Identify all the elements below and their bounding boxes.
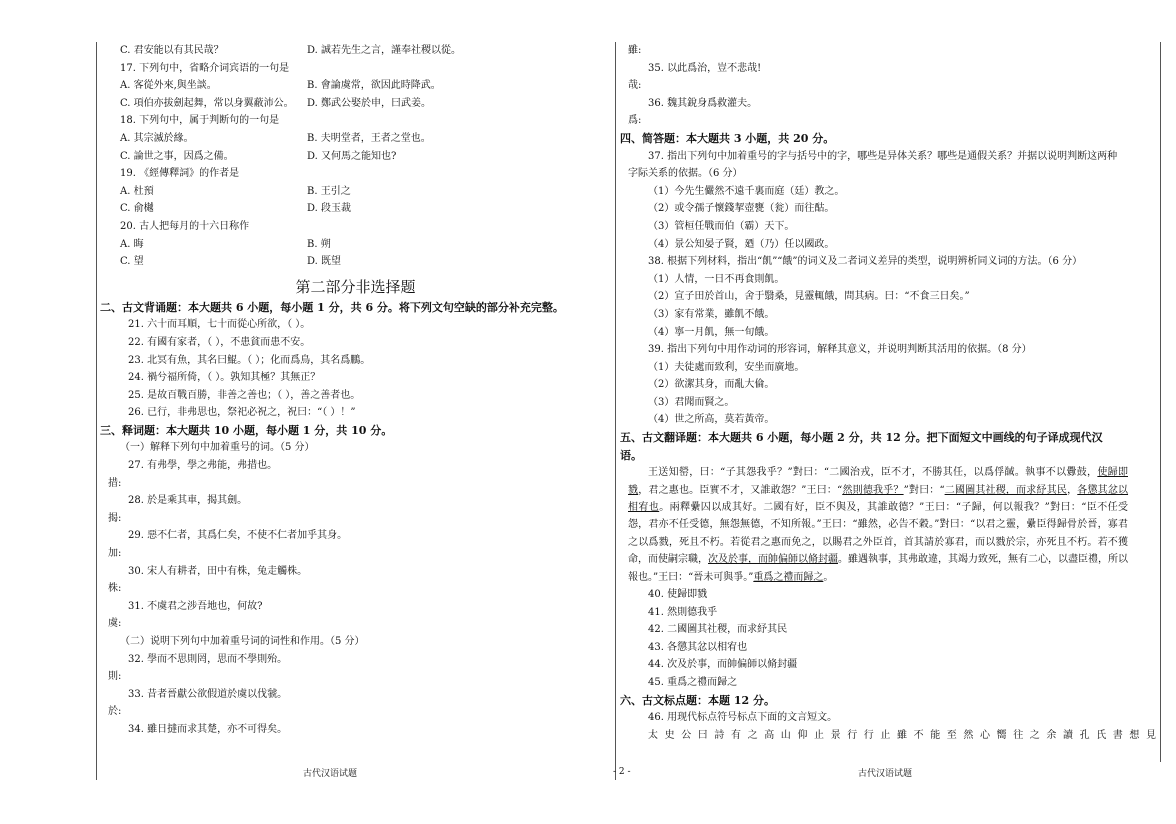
word-item: 31. 不虞君之涉吾地也，何故? bbox=[128, 600, 263, 612]
translation-item: 43. 各懲其忿以相宥也 bbox=[648, 641, 748, 653]
short-answer-line: （2）或令孺子懷錢挈壺甕（瓮）而往酤。 bbox=[648, 203, 835, 215]
fill-blank-item: 22. 有國有家者，（ ），不患貧而患不安。 bbox=[128, 336, 311, 348]
word-item: 則: bbox=[108, 671, 122, 683]
section-4-heading: 四、简答题：本大题共 3 小题，共 20 分。 bbox=[620, 131, 835, 145]
short-answer-line: （3）家有常業，雖飢不餓。 bbox=[648, 308, 775, 320]
footer-left: 古代汉语试题 bbox=[303, 769, 358, 779]
short-answer-line: （1）夫徒處而致利，安坐而廣地。 bbox=[648, 361, 805, 373]
left-margin-rule bbox=[96, 42, 97, 780]
passage-text: 。雖遇執事，其弗敢違，其竭力致死，無有二心，以盡臣禮，所以報也。”王曰：“晉未可與爭。” bbox=[628, 554, 1128, 583]
question-stem: 17. 下列句中，省略介词宾语的一句是 bbox=[120, 62, 290, 74]
short-answer-line: （4）寧一月飢，無一旬餓。 bbox=[648, 326, 775, 338]
word-item: 33. 昔者晉獻公欲假道於虞以伐虢。 bbox=[128, 688, 288, 700]
option-b: D. 既望 bbox=[307, 256, 342, 268]
option-row bbox=[108, 183, 603, 201]
word-item: （二）说明下列句中加着重号词的词性和作用。（5 分） bbox=[120, 636, 365, 647]
option-a: C. 俞樾 bbox=[120, 203, 154, 215]
section-6-text: 太史公曰詩有之高山仰止景行行止雖不能至然心嚮往之余讀孔氏書想見 bbox=[648, 729, 1163, 741]
option-a: A. 晦 bbox=[120, 238, 144, 250]
word-item: 36. 魏其銳身爲救灌夫。 bbox=[648, 97, 758, 109]
option-b: D. 鄭武公娶於申，曰武姜。 bbox=[307, 97, 432, 109]
section-2-heading: 二、古文背诵题：本大题共 6 小题，每小题 1 分，共 6 分。将下列文句空缺的部分补充完整。 bbox=[100, 300, 564, 314]
section-6-heading: 六、古文标点题：本题 12 分。 bbox=[620, 693, 775, 707]
underlined-sentence: 重爲之禮而歸之 bbox=[753, 571, 824, 583]
option-row bbox=[108, 42, 603, 60]
right-margin-rule bbox=[1160, 42, 1161, 762]
option-row bbox=[108, 77, 603, 95]
word-item: （一）解释下列句中加着重号的词。（5 分） bbox=[120, 442, 315, 454]
fill-blank-item: 24. 禍兮福所倚，（ ）。孰知其極？其無正？ bbox=[128, 372, 321, 384]
option-a: A. 客從外來,與坐談。 bbox=[120, 80, 217, 92]
part-title: 第二部分非选择题 bbox=[295, 277, 416, 296]
section-3-continued bbox=[628, 42, 1128, 130]
translation-item: 40. 使歸即戮 bbox=[648, 589, 708, 601]
word-item: 揭: bbox=[108, 512, 122, 524]
section-3-items bbox=[108, 439, 603, 738]
section-5-heading-cont: 语。 bbox=[620, 448, 642, 462]
translation-passage bbox=[628, 464, 1128, 586]
right-column bbox=[620, 42, 1163, 744]
footer-right: 古代汉语试题 bbox=[858, 769, 913, 779]
word-item: 27. 有弗學，學之弗能，弗措也。 bbox=[128, 460, 278, 472]
option-a: C. 論世之事，因爲之備。 bbox=[120, 150, 234, 162]
word-item: 32. 學而不思則罔，思而不學則殆。 bbox=[128, 653, 288, 665]
option-row bbox=[108, 95, 603, 113]
short-answer-line: 字际关系的依据。（6 分） bbox=[628, 168, 743, 180]
word-item: 35. 以此爲治，豈不悲哉! bbox=[648, 62, 762, 74]
question-stem: 20. 古人把每月的十六日称作 bbox=[120, 220, 250, 232]
word-item: 哉: bbox=[628, 80, 642, 92]
short-answer-line: （4）世之所高，莫若黃帝。 bbox=[648, 414, 775, 426]
option-b: D. 誠若先生之言，謹奉社稷以從。 bbox=[307, 45, 462, 56]
short-answer-line: 38. 根据下列材料，指出“飢”“餓”的词义及二者词义差异的类型，说明辨析同义词的方法。（6 分） bbox=[648, 256, 1083, 268]
section-6-instruction: 46. 用现代标点符号标点下面的文言短文。 bbox=[648, 712, 838, 724]
translation-item: 41. 然則德我乎 bbox=[648, 606, 718, 618]
section-4-items bbox=[628, 148, 1128, 430]
translation-item: 44. 次及於事，而帥偏師以脩封疆 bbox=[648, 659, 798, 671]
word-item: 34. 雖日撻而求其楚，亦不可得矣。 bbox=[128, 723, 288, 735]
option-b: B. 朔 bbox=[307, 238, 331, 250]
option-row bbox=[108, 253, 603, 271]
fill-blank-item: 25. 是故百戰百勝，非善之善也；（ ），善之善者也。 bbox=[128, 389, 361, 401]
option-b: B. 會論虞常，欲因此時降武。 bbox=[307, 80, 441, 92]
word-item: 28. 於是乘其車，揭其劍。 bbox=[128, 495, 248, 507]
option-row bbox=[108, 148, 603, 166]
short-answer-line: （2）欲潔其身，而亂大倫。 bbox=[648, 379, 775, 391]
option-row bbox=[108, 236, 603, 254]
option-b: B. 夫明堂者，王者之堂也。 bbox=[307, 132, 431, 144]
section-2-items bbox=[108, 316, 603, 422]
short-answer-line: （3）管桓任戰而伯（霸）天下。 bbox=[648, 220, 795, 232]
page-number: - 2 - bbox=[613, 767, 631, 777]
word-item: 株: bbox=[108, 583, 122, 595]
passage-text: ， bbox=[1067, 484, 1078, 496]
question-stem: 19. 《經傳釋詞》的作者是 bbox=[120, 168, 240, 180]
word-item: 30. 宋人有耕者，田中有株，兔走觸株。 bbox=[128, 565, 308, 577]
option-b: B. 王引之 bbox=[307, 185, 351, 197]
word-item: 雖: bbox=[628, 45, 642, 56]
question-stem: 18. 下列句中，属于判断句的一句是 bbox=[120, 115, 280, 127]
passage-text: 。兩釋纍囚以成其好。二國有好，臣不與及，其誰敢德？”王曰：“子歸，何以報我？”對曰：“臣不任受怨，君亦不任受德，無怨無德，不知所報。”王曰：“雖然，必告不穀。”對曰：“以君之靈，纍臣得歸骨於晉，寡君之以爲戮，死且不朽。若從君之惠而免之，以賜君之外臣首，首其請於寡君，而以戮於宗，亦死且不朽。若不獲命，而使嗣宗職， bbox=[628, 502, 1129, 566]
passage-text: ，君之惠也。臣實不才，又誰敢怨？”王曰：“ bbox=[638, 484, 843, 496]
section-3-heading: 三、释词题：本大题共 10 小题，每小题 1 分，共 10 分。 bbox=[100, 423, 393, 437]
fill-blank-item: 21. 六十而耳順，七十而從心所欲，（ ）。 bbox=[128, 319, 311, 331]
mc-questions bbox=[108, 42, 603, 271]
underlined-sentence: 二國圖其社稷，而求紓其民 bbox=[944, 484, 1068, 496]
section-5-heading: 五、古文翻译题：本大题共 6 小题，每小题 2 分，共 12 分。把下面短文中画线的句子译成现代汉 bbox=[620, 431, 1103, 445]
underlined-sentence: 次及於事，而帥偏師以脩封疆 bbox=[708, 554, 838, 566]
option-a: C. 項伯亦拔劍起舞，常以身翼蔽沛公。 bbox=[120, 97, 294, 109]
word-item: 於: bbox=[108, 706, 122, 718]
short-answer-line: 37. 指出下列句中加着重号的字与括号中的字，哪些是异体关系？哪些是通假关系？并据以说明判断这两种 bbox=[648, 150, 1118, 162]
fill-blank-item: 26. 已行，非弗思也，祭祀必祝之，祝曰：“（ ）！” bbox=[128, 407, 356, 419]
short-answer-line: （4）景公知晏子賢，廼（乃）任以國政。 bbox=[648, 238, 835, 250]
option-row bbox=[108, 130, 603, 148]
short-answer-line: （1）人情，一日不再食則飢。 bbox=[648, 273, 785, 285]
option-a: A. 杜預 bbox=[120, 185, 154, 197]
short-answer-line: （1）今先生儼然不遠千裏而庭（廷）教之。 bbox=[648, 185, 845, 197]
word-item: 29. 惡不仁者，其爲仁矣，不使不仁者加乎其身。 bbox=[128, 530, 348, 542]
option-a: A. 其宗滅於緣。 bbox=[120, 132, 194, 144]
short-answer-line: 39. 指出下列句中用作动词的形容词，解释其意义，并说明判断其活用的依据。（8 分） bbox=[648, 344, 1032, 356]
translation-item: 45. 重爲之禮而歸之 bbox=[648, 677, 738, 689]
passage-text: ”對曰：“ bbox=[903, 484, 945, 496]
option-a: C. 望 bbox=[120, 256, 144, 268]
left-column bbox=[100, 42, 603, 739]
translation-items bbox=[628, 586, 1128, 692]
short-answer-line: （3）君聞而賢之。 bbox=[648, 396, 735, 408]
word-item: 虞: bbox=[108, 618, 122, 630]
passage-text: 。 bbox=[823, 571, 834, 583]
underlined-sentence: 各懲其忿以相宥也 bbox=[628, 484, 1129, 514]
word-item: 措: bbox=[108, 477, 122, 489]
word-item: 加: bbox=[108, 548, 122, 560]
underlined-sentence: 然則德我乎？ bbox=[842, 484, 904, 496]
underlined-sentence: 使歸即戮 bbox=[628, 467, 1128, 496]
passage-text: 王送知罃，曰：“子其怨我乎？”對曰：“二國治戎，臣不才，不勝其任，以爲俘馘。執事不以釁鼓， bbox=[648, 467, 1098, 479]
word-item: 爲: bbox=[628, 115, 642, 127]
center-fold-rule bbox=[615, 42, 616, 780]
option-a: C. 君安能以有其民哉？ bbox=[120, 45, 224, 56]
short-answer-line: （2）宣子田於首山，舍于翳桑，見靈輒餓，問其病。曰：“不食三日矣。” bbox=[648, 291, 970, 303]
translation-item: 42. 二國圖其社稷，而求紓其民 bbox=[648, 624, 788, 636]
fill-blank-item: 23. 北冥有魚，其名曰鯤。（ ）；化而爲鳥，其名爲鵬。 bbox=[128, 354, 371, 366]
option-row bbox=[108, 200, 603, 218]
option-b: D. 又何馬之能知也? bbox=[307, 150, 397, 162]
option-b: D. 段玉裁 bbox=[307, 203, 352, 215]
